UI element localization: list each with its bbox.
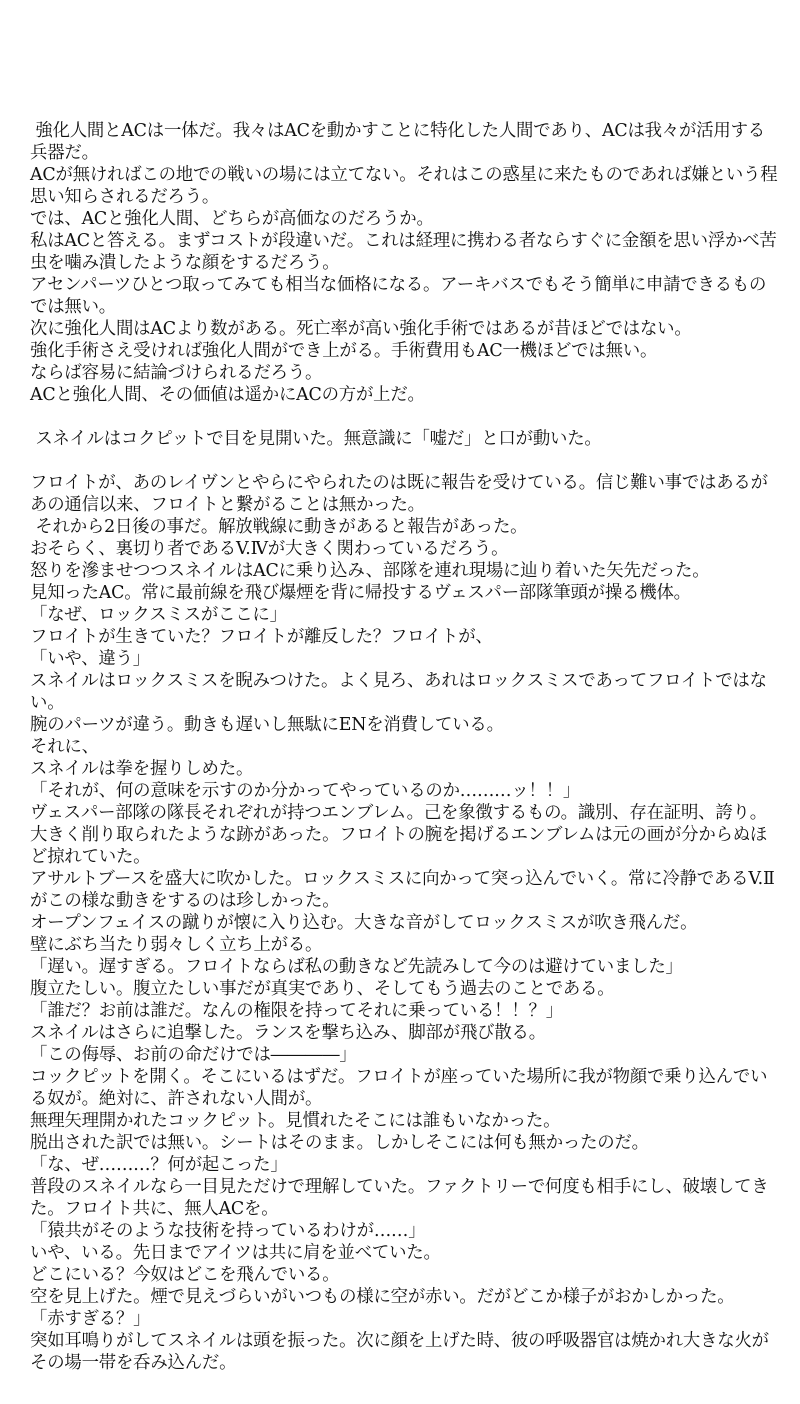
text-line: 腕のパーツが違う。動きも遅いし無駄にENを消費している。 (30, 715, 504, 735)
text-line: ならば容易に結論づけられるだろう。 (30, 363, 323, 383)
text-line: 強化人間とACは一体だ。我々はACを動かすことに特化した人間であり、ACは我々が活用する兵器だ。 (30, 121, 765, 163)
text-line: アサルトブースを盛大に吹かした。ロックスミスに向かって突っ込んでいく。常に冷静であるV.Ⅱがこの様な動きをするのは珍しかった。 (30, 869, 775, 911)
text-line: 私はACと答える。まずコストが段違いだ。これは経理に携わる者ならすぐに金額を思い浮かべ苦虫を噛み潰したような顔をするだろう。 (30, 231, 777, 273)
text-line: それから2日後の事だ。解放戦線に動きがあると報告があった。 (30, 517, 528, 537)
text-line: 壁にぶち当たり弱々しく立ち上がる。 (30, 935, 323, 955)
text-line: 「誰だ？お前は誰だ。なんの権限を持ってそれに乗っている！！？」 (30, 1001, 563, 1021)
text-line: 「いや、違う」 (30, 649, 150, 669)
text-line: 突如耳鳴りがしてスネイルは頭を振った。次に顔を上げた時、彼の呼吸器官は焼かれ大きな火がその場一帯を呑み込んだ。 (30, 1331, 769, 1373)
text-line: スネイルはコクピットで目を見開いた。無意識に「嘘だ」と口が動いた。 (30, 429, 602, 449)
text-line: 「な、ぜ………？何が起こった」 (30, 1155, 288, 1175)
text-line: 腹立たしい。腹立たしい事だが真実であり、そしてもう過去のことである。 (30, 979, 615, 999)
text-line: 「なぜ、ロックスミスがここに」 (30, 605, 287, 625)
text-line: フロイトが生きていた？フロイトが離反した？フロイトが、 (30, 627, 493, 647)
text-line: 見知ったAC。常に最前線を飛び爆煙を背に帰投するヴェスパー部隊筆頭が操る機体。 (30, 583, 691, 603)
text-line: 空を見上げた。煙で見えづらいがいつもの様に空が赤い。だがどこか様子がおかしかった。 (30, 1287, 735, 1307)
text-line: ACと強化人間、その価値は遥かにACの方が上だ。 (30, 385, 425, 405)
text-line: 脱出された訳では無い。シートはそのまま。しかしそこには何も無かったのだ。 (30, 1133, 649, 1153)
text-line: スネイルは拳を握りしめた。 (30, 759, 254, 779)
text-line: フロイトが、あのレイヴンとやらにやられたのは既に報告を受けている。信じ難い事ではあるがあの通信以来、フロイトと繋がることは無かった。 (30, 473, 768, 515)
text-line: おそらく、裏切り者であるV.Ⅳが大きく関わっているだろう。 (30, 539, 509, 559)
text-line: ヴェスパー部隊の隊長それぞれが持つエンブレム。己を象徴するもの。識別、存在証明、誇り。 (30, 803, 767, 823)
text-line: 大きく削り取られたような跡があった。フロイトの腕を掲げるエンブレムは元の画が分からぬほど掠れていた。 (30, 825, 768, 867)
blank-line (30, 450, 778, 472)
blank-line (30, 406, 778, 428)
text-line: 「猿共がそのような技術を持っているわけが……」 (30, 1221, 426, 1241)
text-line: それに、 (30, 737, 99, 757)
text-line: オープンフェイスの蹴りが懐に入り込む。大きな音がしてロックスミスが吹き飛んだ。 (30, 913, 698, 933)
text-line: 無理矢理開かれたコックピット。見慣れたそこには誰もいなかった。 (30, 1111, 561, 1131)
text-line: アセンパーツひとつ取ってみても相当な価格になる。アーキバスでもそう簡単に申請できるものでは無い。 (30, 275, 767, 317)
text-line: いや、いる。先日までアイツは共に肩を並べていた。 (30, 1243, 441, 1263)
text-line: スネイルはさらに追撃した。ランスを撃ち込み、脚部が飛び散る。 (30, 1023, 546, 1043)
text-line: 次に強化人間はACより数がある。死亡率が高い強化手術ではあるが昔ほどではない。 (30, 319, 692, 339)
text-line: 怒りを滲ませつつスネイルはACに乗り込み、部隊を連れ現場に辿り着いた矢先だった。 (30, 561, 710, 581)
text-line: 「遅い。遅すぎる。フロイトならば私の動きなど先読みして今のは避けていました」 (30, 957, 683, 977)
text-line: 「それが、何の意味を示すのか分かってやっているのか………ッ！！」 (30, 781, 581, 801)
text-line: 強化手術さえ受ければ強化人間ができ上がる。手術費用もAC一機ほどでは無い。 (30, 341, 658, 361)
text-line: 普段のスネイルなら一目見ただけで理解していた。ファクトリーで何度も相手にし、破壊してきた。フロイト共に、無人ACを。 (30, 1177, 769, 1219)
text-line: 「この侮辱、お前の命だけでは――――」 (30, 1045, 357, 1065)
text-line: では、ACと強化人間、どちらが高価なのだろうか。 (30, 209, 434, 229)
story-text (30, 120, 778, 1374)
text-line: 「赤すぎる？」 (30, 1309, 151, 1329)
text-line: ACが無ければこの地での戦いの場には立てない。それはこの惑星に来たものであれば嫌という程思い知らされるだろう。 (30, 165, 778, 207)
text-line: コックピットを開く。そこにいるはずだ。フロイトが座っていた場所に我が物顔で乗り込んでいる奴が。絶対に、許されない人間が。 (30, 1067, 768, 1109)
text-line: スネイルはロックスミスを睨みつけた。よく見ろ、あれはロックスミスであってフロイトではない。 (30, 671, 767, 713)
text-line: どこにいる？今奴はどこを飛んでいる。 (30, 1265, 340, 1285)
